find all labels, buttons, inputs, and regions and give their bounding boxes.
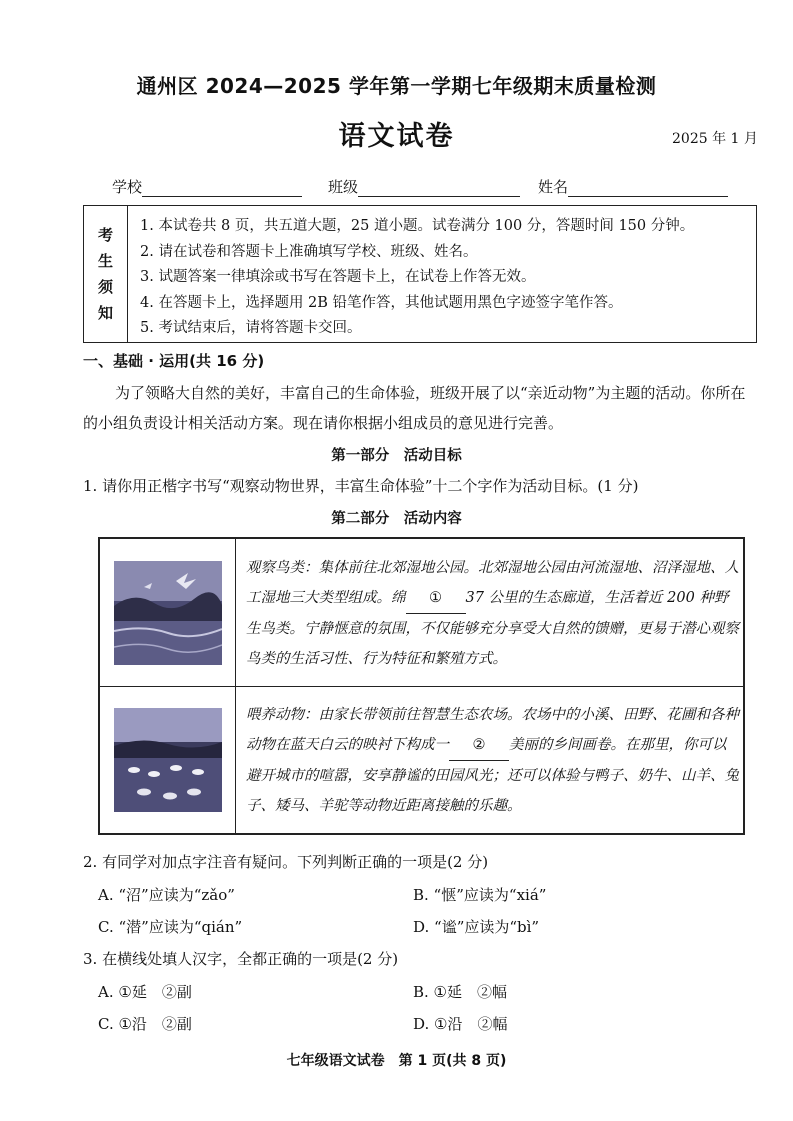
part-title-content: 第二部分 活动内容 (331, 511, 462, 527)
q2-option-c[interactable]: C. “潜”应读为“qián” (98, 918, 243, 936)
name-label: 姓名 (538, 178, 569, 196)
q3-option-b[interactable]: B. ①延 ②幅 (413, 983, 508, 1001)
exam-notice-box (83, 205, 757, 343)
school-blank-line[interactable] (142, 180, 302, 197)
question-1: 1. 请你用正楷字书写“观察动物世界，丰富生命体验”十二个字作为活动目标。(1 分) (83, 477, 639, 495)
notice-item: 2. 请在试卷和答题卡上准确填写学校、班级、姓名。 (140, 243, 478, 260)
exam-subtitle: 语文试卷 (338, 121, 455, 152)
activity-row-feeding (100, 686, 743, 833)
notice-heading: 考 生 须 知 (84, 206, 128, 342)
school-label: 学校 (112, 178, 143, 196)
name-blank-line[interactable] (568, 180, 728, 197)
class-field[interactable] (328, 176, 520, 197)
page-footer: 七年级语文试卷 第 1 页(共 8 页) (286, 1053, 507, 1069)
question-3: 3. 在横线处填人汉字，全都正确的一项是(2 分) (83, 950, 399, 968)
q3-option-d[interactable]: D. ①沿 ②幅 (413, 1015, 508, 1033)
exam-date: 2025 年 1 月 (672, 131, 758, 147)
q2-option-d[interactable]: D. “谧”应读为“bì” (413, 918, 540, 936)
farm-animals-image (114, 708, 222, 812)
activity-text-feeding: 喂养动物：由家长带领前往智慧生态农场。农场中的小溪、田野、花圃和各种动物在蓝天白云的映衬下构成一 ② 美丽的乡间画卷。在那里，你可以避开城市的喧嚣，安享静谧的田园风光；还可以体验与鸭子、奶牛、山羊、兔子、矮马、羊驼等动物近距离接触的乐趣。 (246, 707, 739, 814)
q2-option-b[interactable]: B. “惬”应读为“xiá” (413, 886, 547, 904)
notice-item: 3. 试题答案一律填涂或书写在答题卡上，在试卷上作答无效。 (140, 269, 536, 285)
wetland-birds-image (114, 561, 222, 665)
notice-item: 4. 在答题卡上，选择题用 2B 铅笔作答，其他试题用黑色字迹签字笔作答。 (140, 294, 623, 311)
activity-row-birds (100, 539, 743, 687)
class-blank-line[interactable] (358, 180, 520, 197)
section-title: 一、基础 · 运用(共 16 分) (83, 352, 265, 370)
fill-blank-1[interactable]: ① (406, 583, 466, 614)
class-label: 班级 (328, 178, 359, 196)
activity-text-birds: 观察鸟类：集体前往北郊湿地公园。北郊湿地公园由河流湿地、沼泽湿地、人工湿地三大类型组成。绵 ① 37 公里的生态廊道，生活着近 200 种野生鸟类。宁静惬意的氛围，不仅能够充分享受大自然的馈赠，更易于潜心观察鸟类的生活习性、行为特征和繁殖方式。 (246, 560, 739, 667)
part-title-goal: 第一部分 活动目标 (331, 448, 462, 464)
fill-blank-2[interactable]: ② (449, 730, 509, 761)
notice-item: 1. 本试卷共 8 页，共五道大题，25 道小题。试卷满分 100 分，答题时间 150 分钟。 (140, 218, 695, 234)
name-field[interactable] (538, 176, 728, 197)
q2-option-a[interactable]: A. “沼”应读为“zǎo” (98, 886, 235, 904)
section-intro: 为了领略大自然的美好，丰富自己的生命体验，班级开展了以“亲近动物”为主题的活动。你所在的小组负责设计相关活动方案。现在请你根据小组成员的意见进行完善。 (83, 384, 746, 432)
q3-option-c[interactable]: C. ①沿 ②副 (98, 1015, 192, 1033)
exam-title: 通州区 2024—2025 学年第一学期七年级期末质量检测 (136, 74, 657, 98)
activity-table (98, 537, 745, 835)
school-field[interactable] (112, 176, 302, 197)
notice-list (140, 214, 694, 342)
notice-item: 5. 考试结束后，请将答题卡交回。 (140, 320, 362, 336)
q3-option-a[interactable]: A. ①延 ②副 (98, 983, 192, 1001)
question-2: 2. 有同学对加点字注音有疑问。下列判断正确的一项是(2 分) (83, 853, 489, 871)
